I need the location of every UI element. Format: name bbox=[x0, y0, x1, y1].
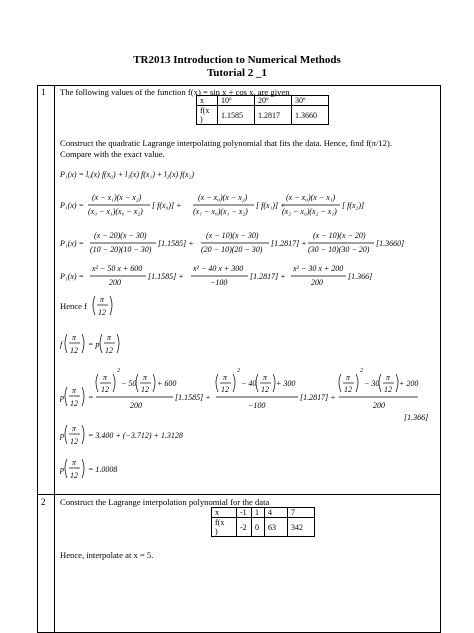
eq6-t3-num-b: + 200 bbox=[399, 379, 419, 388]
eq6-t1-pi-a: π bbox=[103, 373, 108, 382]
eq3-t3-f: [1.3660] bbox=[376, 239, 405, 248]
q1-intro: The following values of the function f(x) = sin x + cos x, are given bbox=[60, 87, 290, 97]
eq7-pi: π bbox=[72, 424, 77, 433]
eq4-t3-den: 200 bbox=[311, 278, 323, 287]
q2-table-cell: 7 bbox=[288, 508, 315, 518]
eq2-t2-f: [ f(x₁)] + bbox=[256, 201, 286, 210]
eq6-t3-f: [1.366] bbox=[404, 413, 429, 422]
document-subtitle: Tutorial 2 _1 bbox=[206, 67, 268, 79]
eq6-t1-pi-b: π bbox=[143, 373, 148, 382]
eq4-t2-f: [1.2817] + bbox=[250, 272, 286, 281]
eq6-t3-12-b: 12 bbox=[384, 385, 392, 394]
eq8-12: 12 bbox=[70, 471, 78, 480]
eq4-t1-den: 200 bbox=[109, 278, 121, 287]
q1-table-cell: 30º bbox=[292, 96, 329, 106]
eq6-t2-f: [1.2817] + bbox=[300, 393, 336, 402]
eq6-t2-num-b: + 300 bbox=[276, 379, 296, 388]
eq6-t1-sq: 2 bbox=[117, 368, 120, 374]
q1-task-line-2: Compare with the exact value. bbox=[60, 149, 165, 159]
eq5-mid: = p bbox=[88, 340, 100, 349]
eq6-t3-pi-b: π bbox=[386, 373, 391, 382]
eq2-t2-num: (x − x₀)(x − x₂) bbox=[198, 193, 248, 202]
eq3-t1-num: (x − 20)(x − 30) bbox=[94, 231, 147, 240]
q2-table-cell: x bbox=[212, 508, 237, 518]
q2-table-cell: 1 bbox=[252, 508, 265, 518]
eq6-t3-sq: 2 bbox=[360, 368, 363, 374]
eq6-t2-pi-a: π bbox=[223, 373, 228, 382]
eq6-t2-pi-b: π bbox=[263, 373, 268, 382]
eq6-t2-num-a: − 40 bbox=[241, 379, 257, 388]
eq6-t3-12-a: 12 bbox=[344, 385, 352, 394]
q1-table-cell: 1.1585 bbox=[218, 106, 255, 125]
eq5-12-a: 12 bbox=[70, 346, 78, 355]
eq3-t1-f: [1.1585] + bbox=[158, 239, 194, 248]
eq7-p: p bbox=[60, 431, 64, 440]
q2-table-fx-wrap: ) bbox=[215, 527, 218, 536]
eq7-rhs: = 3.400 + (−3.712) + 1.3128 bbox=[88, 431, 183, 440]
eq6-pi: π bbox=[72, 386, 77, 395]
eq6-t1-12-a: 12 bbox=[101, 385, 109, 394]
q2-task: Hence, interpolate at x = 5. bbox=[60, 550, 154, 560]
eq6-t1-f: [1.1585] + bbox=[175, 393, 211, 402]
q2-table-fx: f(x bbox=[215, 518, 225, 527]
eq3-t3-den: (30 − 10)(30 − 20) bbox=[308, 245, 370, 254]
eq5-12-b: 12 bbox=[105, 346, 113, 355]
q2-values-table bbox=[211, 507, 315, 537]
q2-table-cell: 63 bbox=[265, 518, 288, 537]
eq4-t1-num: x² − 50 x + 600 bbox=[92, 264, 143, 273]
q1-table-cell: 20º bbox=[255, 96, 292, 106]
question-number-2: 2 bbox=[41, 497, 46, 507]
eq4-t3-num: x² − 30 x + 200 bbox=[293, 264, 344, 273]
eq6-t1-den: 200 bbox=[130, 401, 142, 410]
q1-table-fx: f(x bbox=[200, 106, 210, 115]
eq3-t2-den: (20 − 10)(20 − 30) bbox=[201, 245, 263, 254]
q2-table-cell: -1 bbox=[237, 508, 252, 518]
eq5-f: f bbox=[60, 340, 63, 349]
document-title: TR2013 Introduction to Numerical Methods bbox=[133, 54, 341, 66]
eq2-t1-den: (x₀ − x₁)(x₀ − x₂) bbox=[88, 207, 143, 216]
q2-table-cell: 342 bbox=[288, 518, 315, 537]
q1-table-cell: 10º bbox=[218, 96, 255, 106]
eq6-t2-den: −100 bbox=[248, 401, 266, 410]
eq6-t2-sq: 2 bbox=[237, 368, 240, 374]
q2-table-cell: 0 bbox=[252, 518, 265, 537]
eq8-p: p bbox=[60, 465, 64, 474]
eq2-t3-den: (x₂ − x₀)(x₂ − x₁) bbox=[282, 207, 337, 216]
eq8-rhs: = 1.0008 bbox=[88, 465, 118, 474]
eq4-t1-f: [1.1585] + bbox=[148, 272, 184, 281]
q2-intro: Construct the Lagrange interpolation polynomial for the data bbox=[60, 497, 270, 507]
eq2-t1-num: (x − x₁)(x − x₂) bbox=[92, 193, 142, 202]
q2-table-cell: 4 bbox=[265, 508, 288, 518]
q1-table-cell: 1.2817 bbox=[255, 106, 292, 125]
eq6-t1-12-b: 12 bbox=[141, 385, 149, 394]
eq3-lhs: P₁(x) = bbox=[60, 239, 84, 248]
q1-table-cell: x bbox=[197, 96, 218, 106]
eq4-t2-den: −100 bbox=[210, 278, 228, 287]
eq4-t2-num: x² − 40 x + 300 bbox=[193, 264, 244, 273]
eq6-t3-num-a: − 30 bbox=[364, 379, 380, 388]
eq6-t2-12-b: 12 bbox=[261, 385, 269, 394]
eq6-t1-num-a: − 50 bbox=[121, 379, 137, 388]
q1-table-cell: 1.3660 bbox=[292, 106, 329, 125]
eq6-t2-12-a: 12 bbox=[221, 385, 229, 394]
eq2-t3-f: [ f(x₂)] bbox=[342, 201, 365, 210]
eq3-t2-f: [1.2817] + bbox=[271, 239, 307, 248]
eq3-t3-num: (x − 10)(x − 20) bbox=[313, 231, 366, 240]
eq5-pi-b: π bbox=[107, 333, 112, 342]
hence-label: Hence f bbox=[60, 301, 87, 311]
eq4-lhs: P₁(x) = bbox=[60, 272, 84, 281]
question-number-1: 1 bbox=[41, 87, 46, 97]
eq5-pi-a: π bbox=[72, 333, 77, 342]
hence-12: 12 bbox=[98, 308, 106, 317]
q1-task-line-1: Construct the quadratic Lagrange interpolating polynomial that fits the data. Hence, find f(π/12). bbox=[60, 138, 392, 148]
eq2-lhs: P₁(x) = bbox=[60, 201, 84, 210]
eq2-t2-den: (x₁ − x₀)(x₁ − x₂) bbox=[193, 207, 248, 216]
eq2-t1-f: [ f(x₀)] + bbox=[152, 201, 182, 210]
eq6-t1-num-b: + 600 bbox=[157, 379, 177, 388]
eq3-t2-num: (x − 10)(x − 30) bbox=[206, 231, 259, 240]
eq2-t3-num: (x − x₀)(x − x₁) bbox=[286, 193, 336, 202]
q1-table-fx-wrap: ) bbox=[200, 115, 203, 124]
q2-table-cell bbox=[212, 518, 237, 537]
eq3-t1-den: (10 − 20)(10 − 30) bbox=[90, 245, 152, 254]
hence-pi: π bbox=[100, 295, 105, 304]
eq6-eq: = bbox=[88, 393, 94, 402]
eq6-p: p bbox=[60, 393, 64, 402]
eq8-pi: π bbox=[72, 458, 77, 467]
eq6-t3-den: 200 bbox=[373, 401, 385, 410]
eq6-12: 12 bbox=[70, 399, 78, 408]
eq7-12: 12 bbox=[70, 437, 78, 446]
equation-general-form: P₁(x) = l₀(x) f(x₀) + l₁(x) f(x₁) + l₂(x) f(x₂) bbox=[60, 170, 195, 179]
eq4-t3-f: [1.366] bbox=[348, 272, 373, 281]
q2-table-cell: -2 bbox=[237, 518, 252, 537]
eq6-t3-pi-a: π bbox=[346, 373, 351, 382]
